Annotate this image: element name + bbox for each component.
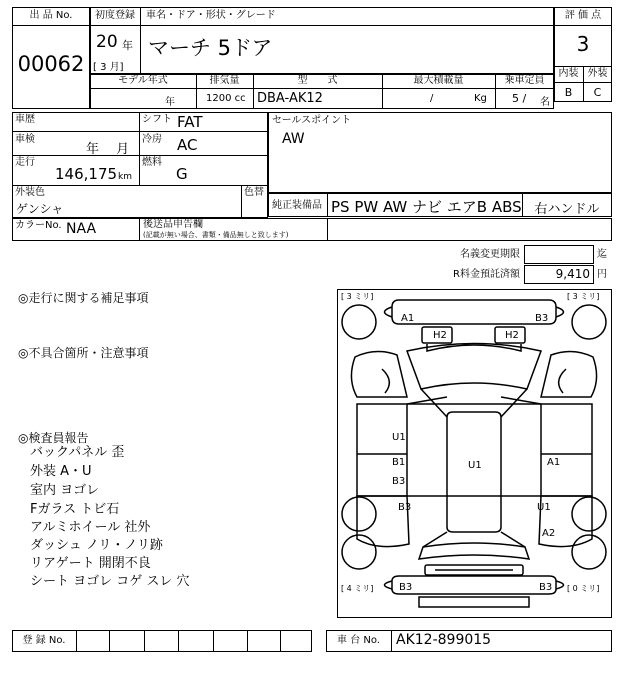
rear-left-wheel	[342, 497, 376, 531]
inspector-heading: ◎検査員報告	[18, 431, 89, 445]
damage-mark: B3	[535, 313, 549, 324]
ac-label: 冷房	[142, 134, 162, 145]
inspection-label: 車検	[15, 134, 35, 145]
inspector-note: 室内 ヨゴレ	[30, 483, 100, 498]
equipment-value: PS PW AW ナビ エアB ABS	[331, 198, 522, 216]
shift-label: シフト	[142, 114, 172, 125]
reg-no-label: 登 録 No.	[22, 635, 66, 646]
doc-note: (記載が無い場合、書類・備品無しと致します)	[143, 231, 289, 239]
name-label: 車名・ドア・形状・グレード	[146, 10, 276, 21]
interior-label: 内装	[558, 68, 579, 79]
damage-mark: B1	[392, 457, 406, 468]
damage-mark: U1	[392, 432, 406, 443]
recycle-value: 9,410	[555, 267, 590, 281]
fuel-value: G	[176, 165, 188, 183]
mileage-unit: km	[118, 172, 132, 182]
tire-depth-rear-right: [ 0 ミリ]	[567, 584, 600, 593]
overall-rating: 3	[576, 32, 590, 56]
inspector-note: リアゲート 開閉不良	[30, 556, 151, 571]
recolor-label: 色替	[244, 187, 264, 198]
capacity-label: 乗車定員	[504, 75, 545, 86]
year-unit: 年	[122, 39, 133, 52]
damage-mark: U1	[537, 502, 551, 513]
damage-mark: B3	[392, 476, 406, 487]
color-value: ゲンシャ	[16, 202, 64, 216]
doc-label: 後送品申告欄	[143, 219, 203, 230]
inspector-note: バックパネル 歪	[30, 445, 125, 460]
max-load-label: 最大積載量	[413, 75, 464, 86]
history-label: 車歴	[15, 114, 35, 125]
sales-label: セールスポイント	[272, 115, 352, 126]
roof	[447, 412, 501, 532]
defects-heading: ◎不具合箇所・注意事項	[18, 346, 149, 360]
front-right-wheel	[572, 305, 606, 339]
rear-plate-area	[419, 597, 529, 607]
max-load-unit: Kg	[474, 93, 487, 104]
mileage-value: 146,175	[55, 165, 118, 183]
exterior-label: 外装	[587, 68, 608, 79]
front-right-fender	[541, 351, 597, 397]
rating-label: 評 価 点	[564, 10, 602, 21]
displacement: 1200 cc	[206, 93, 246, 104]
equipment-label: 純正装備品	[272, 200, 322, 211]
ac-value: AC	[177, 136, 198, 154]
rename-unit: 迄	[597, 249, 607, 260]
color-label: 外装色	[15, 187, 45, 198]
shift-value: FAT	[177, 113, 203, 131]
tire-depth-front-right: [ 3 ミリ]	[567, 292, 600, 301]
steering-value: 右ハンドル	[534, 202, 600, 217]
car-damage-diagram	[337, 289, 612, 618]
rear-hatch	[419, 543, 529, 559]
lot-number: 00062	[17, 52, 85, 76]
tire-depth-rear-left: [ 4 ミリ]	[341, 584, 374, 593]
model-label: 型 式	[297, 75, 338, 86]
mileage-label: 走行	[15, 157, 35, 168]
front-left-wheel	[342, 305, 376, 339]
model-year-label: モデル年式	[118, 75, 168, 86]
first-reg-year: 20	[96, 32, 118, 52]
inspection-value: 年 月	[86, 142, 130, 157]
inspector-note: ダッシュ ノリ・ノリ跡	[30, 538, 163, 553]
damage-mark: H2	[505, 330, 519, 341]
model-year-unit: 年	[165, 97, 175, 108]
model-code: DBA-AK12	[257, 91, 323, 106]
damage-mark: A1	[547, 457, 561, 468]
first-reg-label: 初度登録	[95, 10, 135, 21]
recycle-label: R料金預託済額	[453, 269, 520, 280]
fuel-label: 燃料	[142, 157, 162, 168]
first-reg-month: [ 3 月]	[93, 62, 124, 73]
damage-mark: B3	[398, 502, 412, 513]
tire-depth-front-left: [ 3 ミリ]	[341, 292, 374, 301]
inspector-note: シート ヨゴレ コゲ スレ 穴	[30, 574, 190, 589]
rename-value-box	[524, 245, 594, 264]
front-bumper	[392, 300, 556, 324]
interior-grade: B	[564, 86, 573, 99]
color-doc-box	[12, 218, 612, 241]
rename-label: 名義変更期限	[460, 249, 520, 260]
car-name: マーチ 5ドア	[148, 36, 273, 60]
color-no-value: NAA	[66, 221, 97, 237]
inspector-note: アルミホイール 社外	[30, 520, 151, 535]
exterior-grade: C	[593, 86, 602, 99]
inspector-note: 外装 A・U	[30, 464, 92, 479]
max-load-sep: /	[430, 93, 434, 104]
damage-mark: B3	[399, 582, 413, 593]
chassis-number: AK12-899015	[396, 632, 492, 648]
damage-mark: A1	[401, 313, 415, 324]
lot-label: 出 品 No.	[29, 10, 73, 21]
damage-mark: H2	[433, 330, 447, 341]
sales-value: AW	[282, 131, 305, 147]
chassis-label: 車 台 No.	[337, 635, 380, 646]
capacity: 5 /	[512, 92, 527, 105]
damage-mark: U1	[468, 460, 482, 471]
displacement-label: 排気量	[209, 75, 240, 86]
color-no-label: カラーNo.	[15, 220, 62, 231]
inspector-note: Fガラス トビ石	[30, 502, 120, 517]
rear-right-wheel	[572, 497, 606, 531]
rear-bumper	[392, 576, 556, 594]
recycle-unit: 円	[597, 269, 607, 280]
damage-mark: B3	[539, 582, 553, 593]
driving-notes-heading: ◎走行に関する補足事項	[18, 291, 149, 305]
damage-mark: A2	[542, 528, 556, 539]
capacity-unit: 名	[540, 97, 550, 108]
front-left-fender	[351, 351, 407, 397]
